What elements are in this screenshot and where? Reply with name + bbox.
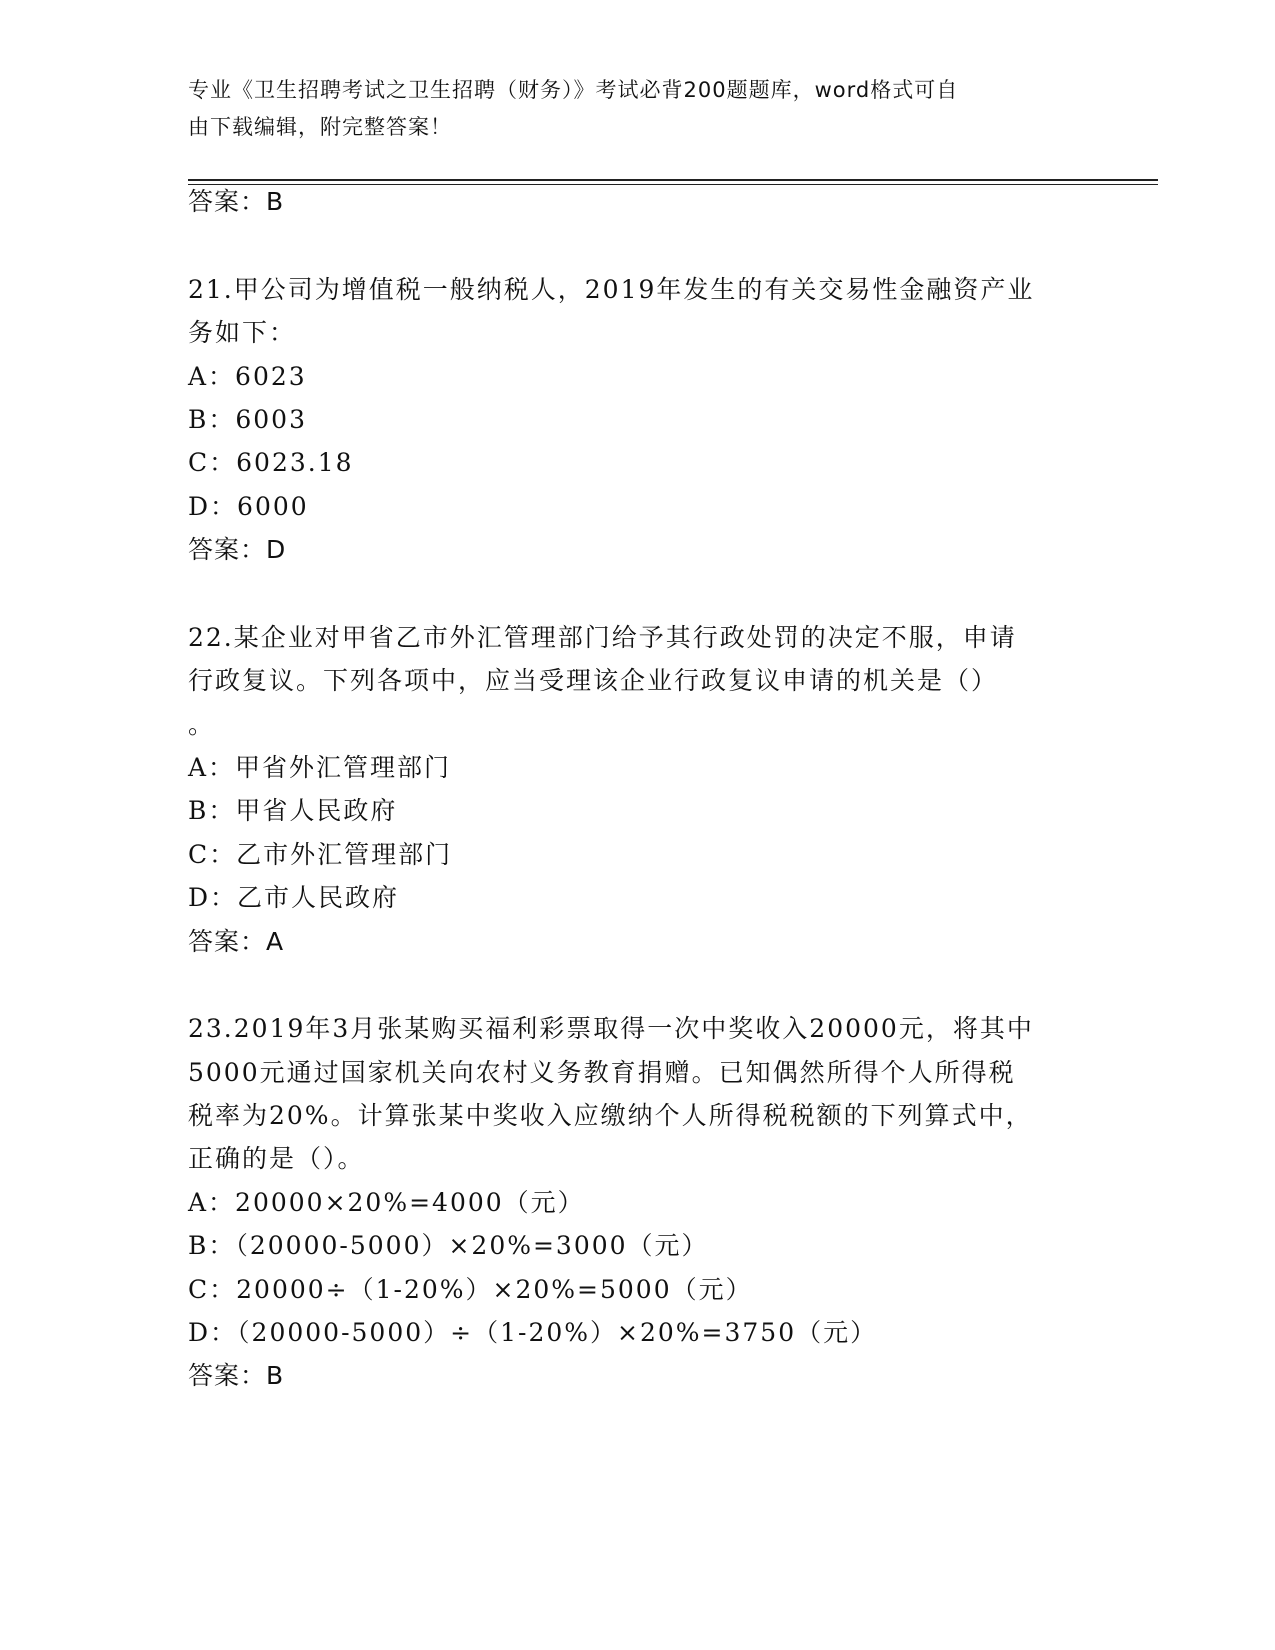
question-stem-line: 5000元通过国家机关向农村义务教育捐赠。已知偶然所得个人所得税 <box>188 1058 1016 1087</box>
option-a: A：6023 <box>188 362 307 391</box>
option-b: B：6003 <box>188 405 307 434</box>
answer: 答案：A <box>188 927 285 956</box>
answer-previous: 答案：B <box>188 187 285 216</box>
answer: 答案：B <box>188 1361 285 1390</box>
question-stem-line: 务如下： <box>188 318 297 347</box>
option-b: B：甲省人民政府 <box>188 796 398 825</box>
option-a: A：20000×20%=4000（元） <box>188 1188 585 1217</box>
option-c: C：6023.18 <box>188 448 354 477</box>
option-c: C：乙市外汇管理部门 <box>188 840 453 869</box>
header-line-2: 由下载编辑，附完整答案！ <box>188 115 452 139</box>
option-a: A：甲省外汇管理部门 <box>188 753 452 782</box>
option-d: D：6000 <box>188 492 309 521</box>
option-b: B：（20000-5000）×20%=3000（元） <box>188 1231 709 1260</box>
question-stem-line: 21.甲公司为增值税一般纳税人，2019年发生的有关交易性金融资产业 <box>188 275 1035 304</box>
option-c: C：20000÷（1-20%）×20%=5000（元） <box>188 1275 753 1304</box>
header-divider <box>188 179 1158 185</box>
question-stem-line: 税率为20%。计算张某中奖收入应缴纳个人所得税税额的下列算式中， <box>188 1101 1033 1130</box>
option-d: D：（20000-5000）÷（1-20%）×20%=3750（元） <box>188 1318 878 1347</box>
question-stem-line: 正确的是（）。 <box>188 1144 365 1173</box>
answer: 答案：D <box>188 535 287 564</box>
question-stem-line: 行政复议。下列各项中，应当受理该企业行政复议申请的机关是（） <box>188 666 999 695</box>
document-header <box>188 72 1068 146</box>
header-line-1: 专业《卫生招聘考试之卫生招聘（财务）》考试必背200题题库，word格式可自 <box>188 78 959 102</box>
option-d: D：乙市人民政府 <box>188 883 400 912</box>
question-stem-line: 23.2019年3月张某购买福利彩票取得一次中奖收入20000元，将其中 <box>188 1014 1034 1043</box>
question-stem-line: 。 <box>188 710 216 739</box>
question-stem-line: 22.某企业对甲省乙市外汇管理部门给予其行政处罚的决定不服，申请 <box>188 623 1017 652</box>
